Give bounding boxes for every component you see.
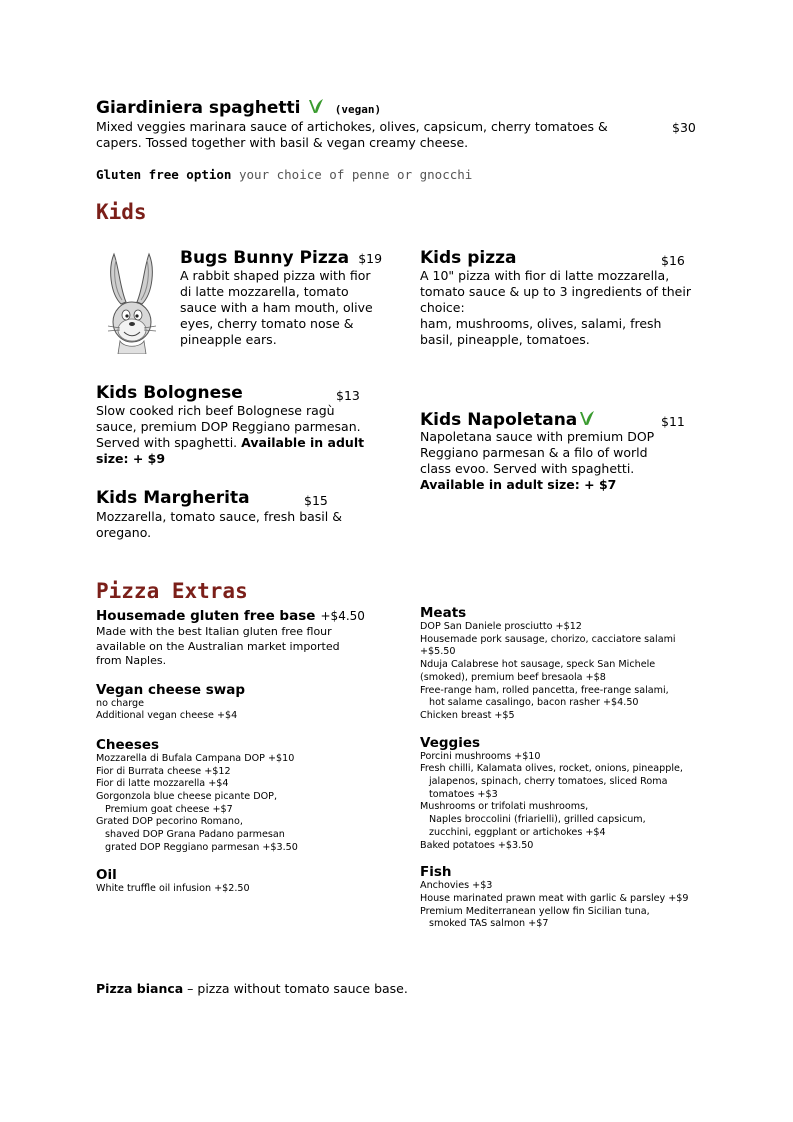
meat-line: Chicken breast +$5 <box>420 709 515 721</box>
kids-pizza-price: $16 <box>661 253 685 268</box>
kids-pizza-title: Kids pizza <box>420 248 517 268</box>
fish-line: Premium Mediterranean yellow fin Sicilian tuna, <box>420 905 650 917</box>
kids-pizza-desc-text: A 10" pizza with fior di latte mozzarella, tomato sauce & up to 3 ingredients of their choice: <box>420 268 691 315</box>
kids-napoletana-desc-text: Napoletana sauce with premium DOP Reggiano parmesan & a filo of world class evoo. Served with spaghetti. <box>420 429 655 476</box>
kids-bolognese-description <box>96 403 371 467</box>
fish-line: Anchovies +$3 <box>420 880 493 892</box>
cheese-line: Gorgonzola blue cheese picante DOP, <box>96 791 277 803</box>
vegan-swap-line: no charge <box>96 697 145 709</box>
fish-title: Fish <box>420 864 452 881</box>
gluten-free-label: Gluten free option <box>96 167 232 182</box>
fish-block <box>420 864 720 931</box>
gluten-free-option <box>96 167 472 182</box>
meats-list <box>420 621 720 723</box>
vegan-leaf-icon <box>577 409 595 431</box>
kids-pizza-description <box>420 268 695 348</box>
veggie-line: Naples broccolini (friarielli), grilled capsicum, <box>429 814 646 826</box>
fish-line: smoked TAS salmon +$7 <box>429 918 549 930</box>
vegan-swap-block <box>96 682 366 723</box>
vegan-swap-list <box>96 698 366 723</box>
kids-bolognese-desc-text: Slow cooked rich beef Bolognese ragù sauce, premium DOP Reggiano parmesan. Served with spaghetti. <box>96 403 361 450</box>
bugs-bunny-title: Bugs Bunny Pizza <box>180 248 350 268</box>
vegan-leaf-icon <box>306 97 324 119</box>
veggie-line: zucchini, eggplant or artichokes +$4 <box>429 826 606 838</box>
cheese-line: grated DOP Reggiano parmesan +$3.50 <box>105 841 298 853</box>
kids-margherita-description: Mozzarella, tomato sauce, fresh basil & oregano. <box>96 509 342 540</box>
meat-line: Free-range ham, rolled pancetta, free-range salami, <box>420 684 669 696</box>
bugs-bunny-description: A rabbit shaped pizza with fior di latte mozzarella, tomato sauce with a ham mouth, olive eyes, cherry tomato nose & pineapple ears. <box>180 268 373 347</box>
meat-line: Housemade pork sausage, chorizo, cacciatore salami <box>420 633 676 645</box>
kids-napoletana-description <box>420 429 678 493</box>
cheese-line: shaved DOP Grana Padano parmesan <box>105 829 285 841</box>
kids-napoletana-price: $11 <box>661 414 685 429</box>
veggie-line: Porcini mushrooms +$10 <box>420 750 541 762</box>
fish-line: House marinated prawn meat with garlic & parsley +$9 <box>420 892 689 904</box>
bugs-bunny-image <box>94 248 170 354</box>
meat-line: Nduja Calabrese hot sausage, speck San Michele <box>420 659 656 671</box>
gf-base-price: +$4.50 <box>320 609 365 623</box>
cheeses-list <box>96 753 366 855</box>
meat-line: hot salame casalingo, bacon rasher +$4.50 <box>429 697 639 709</box>
cheese-line: Premium goat cheese +$7 <box>105 803 233 815</box>
veggie-line: jalapenos, spinach, cherry tomatoes, sliced Roma <box>429 776 668 788</box>
veggie-line: Baked potatoes +$3.50 <box>420 839 534 851</box>
oil-line: White truffle oil infusion +$2.50 <box>96 882 250 894</box>
kids-bolognese-adult: Available in adult size: + $9 <box>96 435 365 466</box>
veggies-list <box>420 751 720 853</box>
kids-napoletana-title-row <box>420 409 595 431</box>
kids-napoletana-adult: Available in adult size: + $7 <box>420 477 617 492</box>
oil-list <box>96 883 366 896</box>
kids-bolognese-price: $13 <box>336 388 360 403</box>
kids-napoletana-title: Kids Napoletana <box>420 410 578 430</box>
bugs-bunny-title-row <box>180 248 382 268</box>
meat-line: (smoked), premium beef bresaola +$8 <box>420 671 606 683</box>
kids-pizza-ingredients: ham, mushrooms, olives, salami, fresh basil, pineapple, tomatoes. <box>420 316 662 347</box>
giardiniera-description: Mixed veggies marinara sauce of artichokes, olives, capsicum, cherry tomatoes & capers. Tossed together with basil & vegan creamy cheese. <box>96 119 608 150</box>
cheese-line: Mozzarella di Bufala Campana DOP +$10 <box>96 752 295 764</box>
gf-base-block <box>96 605 366 669</box>
kids-margherita-price: $15 <box>304 493 328 508</box>
pizza-bianca-label: Pizza bianca <box>96 981 184 996</box>
fish-list <box>420 880 720 931</box>
extras-left-column <box>96 605 366 895</box>
giardiniera-title-row <box>96 97 381 119</box>
giardiniera-price: $30 <box>672 120 696 135</box>
oil-block <box>96 867 366 896</box>
veggie-line: tomatoes +$3 <box>429 788 498 800</box>
meat-line: +$5.50 <box>420 646 456 658</box>
kids-heading: Kids <box>96 200 147 224</box>
veggie-line: Fresh chilli, Kalamata olives, rocket, onions, pineapple, <box>420 763 683 775</box>
veggie-line: Mushrooms or trifolati mushrooms, <box>420 801 589 813</box>
vegan-swap-line: Additional vegan cheese +$4 <box>96 710 238 722</box>
vegan-swap-title: Vegan cheese swap <box>96 681 246 698</box>
veggies-block <box>420 735 720 853</box>
extras-right-column <box>420 605 720 931</box>
giardiniera-title: Giardiniera spaghetti <box>96 98 301 118</box>
gf-base-description: Made with the best Italian gluten free flour available on the Australian market imported from Naples. <box>96 625 340 667</box>
pizza-bianca-note <box>96 981 408 997</box>
cheese-line: Fior di Burrata cheese +$12 <box>96 765 231 777</box>
cheeses-title: Cheeses <box>96 736 160 753</box>
vegan-tag: (vegan) <box>334 103 382 116</box>
cheese-line: Grated DOP pecorino Romano, <box>96 816 243 828</box>
gluten-free-text: your choice of penne or gnocchi <box>239 167 473 182</box>
gf-base-title: Housemade gluten free base <box>96 608 316 624</box>
kids-bolognese-title: Kids Bolognese <box>96 383 243 403</box>
cheeses-block <box>96 737 366 855</box>
pizza-extras-heading: Pizza Extras <box>96 579 248 603</box>
meats-block <box>420 605 720 723</box>
cheese-line: Fior di latte mozzarella +$4 <box>96 778 229 790</box>
meat-line: DOP San Daniele prosciutto +$12 <box>420 621 582 632</box>
veggies-title: Veggies <box>420 734 481 751</box>
meats-title: Meats <box>420 605 467 621</box>
kids-margherita-title: Kids Margherita <box>96 488 250 508</box>
bugs-bunny-price: $19 <box>358 251 383 266</box>
pizza-bianca-text: – pizza without tomato sauce base. <box>183 981 408 996</box>
oil-title: Oil <box>96 866 117 883</box>
